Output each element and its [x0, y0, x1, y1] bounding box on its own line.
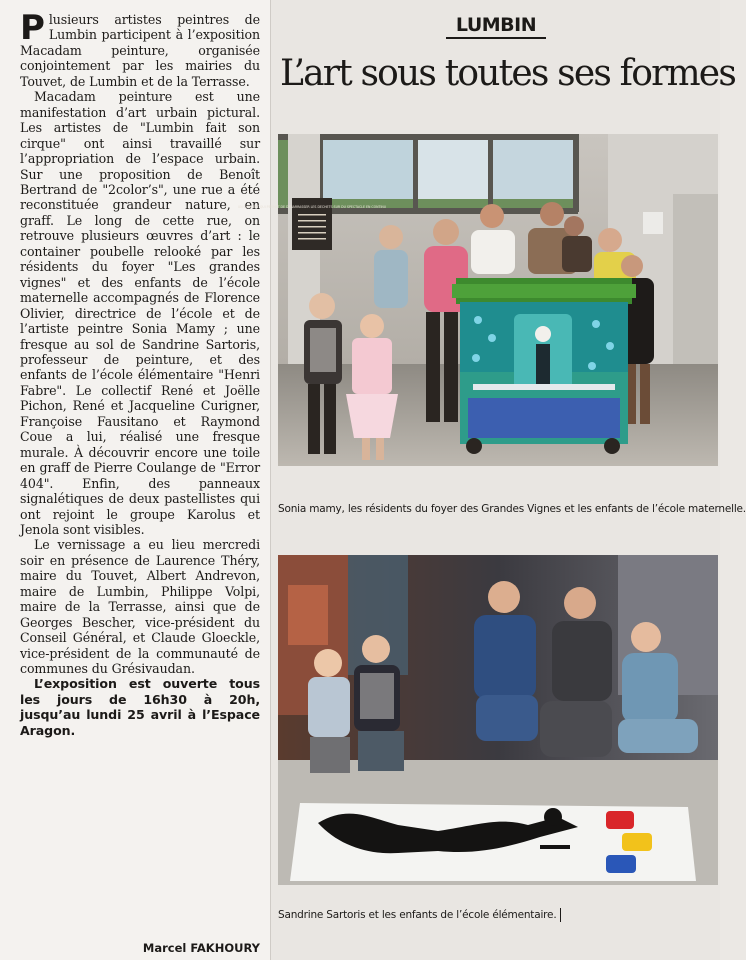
lead-paragraph: [20, 8, 260, 89]
closing-paragraph: L’exposition est ouverte tous les jours de 16h30 à 20h, jusqu’au lundi 25 avril à l’Espace Aragon.: [20, 676, 260, 738]
body-paragraph-2: Macadam peinture est une manifestation d’art urbain pictural. Les artistes de "Lumbin fait son cirque" ont ainsi travaillé sur l’appropriation de l’espace urbain. Sur une proposition de Benoît Bertrand de "2color’s", une rue a été reconstituée grandeur nature, en graff. Le long de cette rue, on retrouve plusieurs œuvres d’art : le container poubelle relooké par les résidents du foyer "Les grandes vignes" et des enfants de l’école maternelle accompagnés de Florence Olivier, directrice de l’école et de l’artiste peintre Sonia Mamy ; une fresque au sol de Sandrine Sartoris, professeur de peinture, et des enfants de l’école élémentaire "Henri Fabre". Le collectif René et Joëlle Pichon, René et Jacqueline Curigner, Françoise Fausitano et Raymond Coue a lui, réalisé une fresque murale. À découvrir encore une toile en graff de Pierre Coulange de "Error 404". Enfin, des panneaux signalétiques de deux pastellistes qui ont rejoint le groupe Karolus et Jenola sont visibles.: [20, 89, 260, 537]
drop-cap: P: [20, 8, 45, 48]
photo-caption-1: [278, 503, 746, 515]
wall-sign-text: UN CONCEPT QUI PERMET DE DEBARRASSER LES DECHETS SUR DU SPECTACLE EN CONTINU: [237, 205, 387, 209]
photo-caption-1-text: Sonia mamy, les résidents du foyer des Grandes Vignes et les enfants de l’école maternelle.: [278, 503, 746, 515]
headline: L’art sous toutes ses formes: [280, 53, 735, 94]
caption-end-mark: [560, 908, 561, 922]
decorated-garbage-container: [452, 278, 636, 454]
author-byline: Marcel FAKHOURY: [142, 941, 260, 955]
photo-fresco-group: [278, 555, 718, 885]
photo-container-group-illustration: [237, 134, 718, 466]
photo-caption-2-text: Sandrine Sartoris et les enfants de l’école élémentaire.: [278, 909, 557, 921]
body-paragraph-3: Le vernissage a eu lieu mercredi soir en présence de Laurence Théry, maire du Touvet, Albert Andrevon, maire de Lumbin, Philippe Volpi, maire de la Terrasse, ainsi que de Georges Bescher, vice-président du Conseil Général, et Claude Gloeckle, vice-président de la communauté de communes du Grésivaudan.: [20, 537, 260, 677]
article-body: [20, 8, 260, 738]
photo-container-group: [237, 134, 718, 466]
column-divider: [270, 0, 271, 960]
svg-text:UN CONCEPT QUI PERMET DE DEBAR: [238, 205, 387, 209]
photo-fresco-group-illustration: [278, 555, 718, 885]
section-label: LUMBIN: [446, 14, 546, 39]
lead-text: lusieurs artistes peintres de Lumbin participent à l’exposition Macadam peinture, organisée conjointement par les mairies du Touvet, de Lumbin et de la Terrasse.: [20, 12, 260, 89]
photo-caption-2: [278, 908, 561, 922]
